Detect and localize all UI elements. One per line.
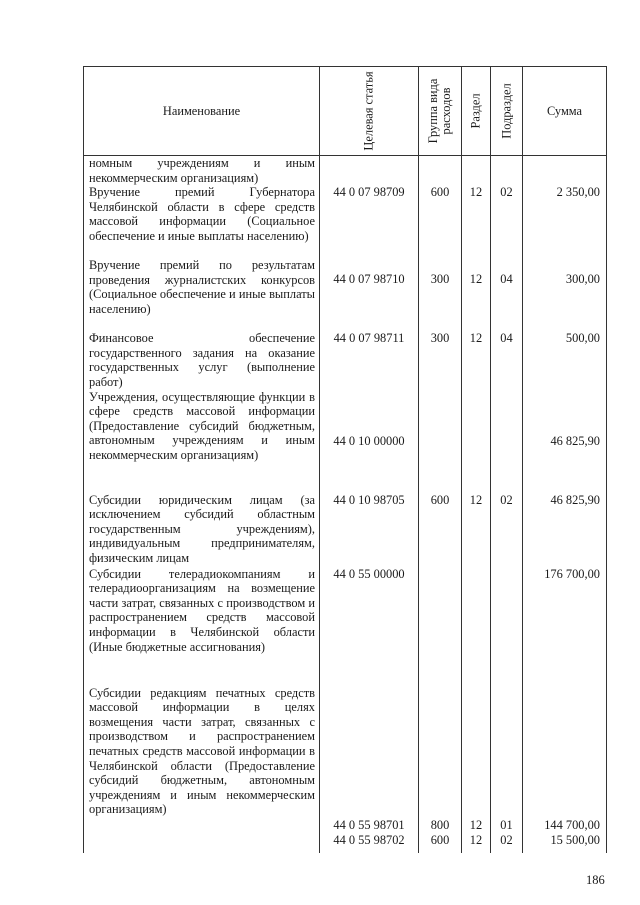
table-row — [84, 156, 607, 186]
row-subsection — [491, 185, 523, 258]
table-header-row — [84, 67, 607, 156]
row-section — [462, 185, 491, 258]
row-name-text: Субсидии телерадиокомпаниям и телерадиоорганизациям на возмещение части затрат, связанных с производством и распространением средств массовой информации в Челябинской области (Иные бюджетные ассигнования) — [89, 566, 315, 654]
row-expense-group-text: 600 — [430, 185, 450, 200]
row-expense-group-text: 300 — [430, 272, 450, 287]
row-expense-group — [419, 390, 462, 493]
row-target-article — [320, 567, 419, 686]
row-name — [84, 833, 320, 853]
row-expense-group — [419, 567, 462, 686]
row-name — [84, 156, 320, 186]
row-subsection — [491, 686, 523, 833]
row-subsection — [491, 567, 523, 686]
row-target-article-text: 44 0 55 00000 — [333, 566, 405, 581]
row-amount — [523, 390, 607, 493]
header-subsection-label: Подраздел — [499, 83, 513, 139]
header-section — [462, 67, 491, 156]
row-expense-group — [419, 258, 462, 331]
row-subsection-text: 02 — [500, 492, 513, 507]
row-target-article — [320, 686, 419, 833]
row-section — [462, 390, 491, 493]
row-target-article-text: 44 0 07 98711 — [333, 331, 405, 346]
row-subsection — [491, 493, 523, 567]
row-section — [462, 833, 491, 853]
row-name-text: Субсидии юридическим лицам (за исключением субсидий областным государственным учреждениям), индивидуальным предпринимателям, физическим лицам — [89, 492, 315, 565]
row-name-text: Вручение премий Губернатора Челябинской области в сфере средств массовой информации (Социальное обеспечение и иные выплаты населению) — [89, 185, 315, 243]
row-amount-text: 15 500,00 — [550, 832, 600, 847]
table-row — [84, 567, 607, 686]
row-amount-text: 300,00 — [565, 272, 600, 287]
row-subsection — [491, 156, 523, 186]
row-section — [462, 258, 491, 331]
row-expense-group-text: 600 — [430, 492, 450, 507]
row-name — [84, 567, 320, 686]
row-amount-text: 46 825,90 — [550, 492, 600, 507]
row-name-text: Субсидии редакциям печатных средств массовой информации в целях возмещения части затрат, связанных с производством и распространением печатных средств массовой информации в Челябинской области (Предоставление субсидий бюджетным, автономным учреждениям и иным некоммерческим организациям) — [89, 685, 315, 817]
header-target-article-label: Целевая статья — [361, 71, 376, 151]
row-expense-group — [419, 493, 462, 567]
row-target-article — [320, 258, 419, 331]
row-target-article — [320, 833, 419, 853]
row-section-text: 12 — [469, 272, 483, 287]
header-target-article — [320, 67, 419, 156]
row-subsection-text: 02 — [500, 185, 513, 200]
row-amount-text: 2 350,00 — [556, 185, 600, 200]
row-amount-text: 176 700,00 — [544, 566, 600, 581]
row-name-text: Учреждения, осуществляющие функции в сфере средств массовой информации (Предоставление субсидий бюджетным, автономным учреждениям и иным некоммерческим организациям) — [89, 389, 315, 462]
header-subsection — [491, 67, 523, 156]
row-target-article — [320, 185, 419, 258]
row-subsection-text: 02 — [500, 832, 513, 847]
row-section-text — [462, 390, 490, 434]
row-expense-group — [419, 156, 462, 186]
row-name — [84, 390, 320, 493]
row-name-text: номным учреждениям и иным некоммерческим организациям) — [89, 156, 315, 185]
row-section-text: 12 — [469, 331, 483, 346]
row-subsection-text: 01 — [500, 817, 513, 832]
row-target-article-text: 44 0 55 98702 — [333, 832, 405, 847]
row-expense-group-text: 600 — [430, 832, 450, 847]
row-subsection — [491, 331, 523, 389]
row-expense-group-text: 800 — [430, 817, 450, 832]
row-name — [84, 331, 320, 389]
row-target-article — [320, 156, 419, 186]
row-section-text: 12 — [469, 185, 483, 200]
row-amount — [523, 258, 607, 331]
row-name — [84, 258, 320, 331]
row-subsection-text — [491, 390, 522, 434]
row-section-text: 12 — [469, 817, 483, 832]
row-expense-group-text — [419, 390, 461, 434]
row-amount-text: 500,00 — [565, 331, 600, 346]
table-row — [84, 390, 607, 493]
row-target-article — [320, 390, 419, 493]
row-expense-group — [419, 331, 462, 389]
row-amount — [523, 833, 607, 853]
row-target-article — [320, 493, 419, 567]
row-amount-text: 46 825,90 — [550, 433, 600, 448]
row-name — [84, 686, 320, 833]
row-target-article-text: 44 0 07 98710 — [333, 272, 405, 287]
row-section-text: 12 — [469, 492, 483, 507]
row-amount — [523, 185, 607, 258]
row-section — [462, 567, 491, 686]
page-number: 186 — [586, 873, 605, 887]
header-amount: Сумма — [523, 67, 607, 156]
row-expense-group — [419, 686, 462, 833]
row-expense-group — [419, 833, 462, 853]
header-section-label: Раздел — [468, 93, 483, 129]
row-section — [462, 156, 491, 186]
row-target-article — [320, 331, 419, 389]
row-expense-group — [419, 185, 462, 258]
row-subsection — [491, 258, 523, 331]
row-section-text: 12 — [469, 832, 483, 847]
row-name-text: Финансовое обеспечение государственного задания на оказание государственных услуг (выполнение работ) — [89, 331, 315, 389]
row-amount — [523, 493, 607, 567]
row-target-article-text: 44 0 10 00000 — [333, 433, 405, 448]
row-target-article-text: 44 0 55 98701 — [333, 817, 405, 832]
table-row — [84, 331, 607, 389]
table-row — [84, 493, 607, 567]
row-amount — [523, 567, 607, 686]
row-subsection-text: 04 — [500, 331, 513, 346]
row-amount — [523, 331, 607, 389]
row-amount-text: 144 700,00 — [544, 817, 600, 832]
row-name — [84, 185, 320, 258]
row-subsection-text: 04 — [500, 272, 513, 287]
row-section — [462, 493, 491, 567]
budget-table — [83, 66, 607, 853]
row-amount — [523, 156, 607, 186]
table-row — [84, 686, 607, 833]
row-target-article-text: 44 0 07 98709 — [333, 185, 405, 200]
table-row — [84, 833, 607, 853]
row-subsection — [491, 390, 523, 493]
row-amount — [523, 686, 607, 833]
row-target-article-text: 44 0 10 98705 — [333, 492, 405, 507]
row-name-text: Вручение премий по результатам проведения журналистских конкурсов (Социальное обеспечение и иные выплаты населению) — [89, 258, 315, 316]
header-expense-group-label: Группа вида расходов — [426, 78, 453, 144]
row-section — [462, 686, 491, 833]
table-row — [84, 258, 607, 331]
header-name: Наименование — [84, 67, 320, 156]
table-row — [84, 185, 607, 258]
header-expense-group — [419, 67, 462, 156]
row-expense-group-text: 300 — [430, 331, 450, 346]
row-subsection — [491, 833, 523, 853]
row-section — [462, 331, 491, 389]
row-name — [84, 493, 320, 567]
